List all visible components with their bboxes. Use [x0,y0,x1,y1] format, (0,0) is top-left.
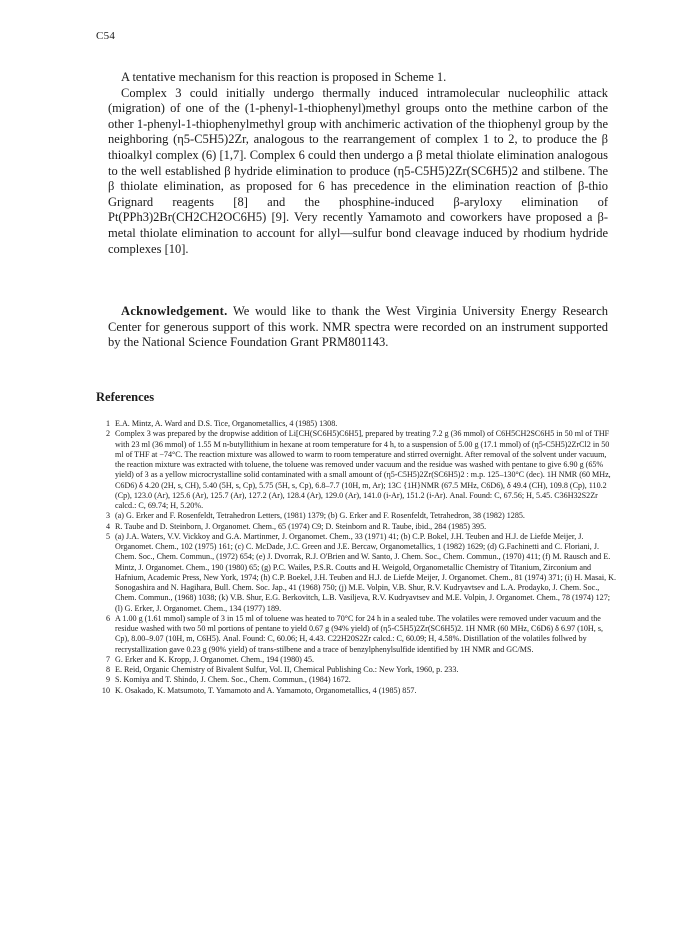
reference-number: 8 [105,665,110,674]
reference-number: 1 [105,419,110,428]
reference-text: S. Komiya and T. Shindo, J. Chem. Soc., Chem. Commun., (1984) 1672. [115,675,351,685]
reference-number: 10 [101,685,110,695]
body-paragraph: Complex 3 could initially undergo thermally induced intramolecular nucleophilic attack (migration) of one of the (1-phenyl-1-thiophenyl)methyl groups onto the methine carbon of the other 1-phenyl-1-thiophenylmethyl group with anchimeric activation of the thiophenyl group by the neighboring (η5-C5H5)2Zr, analogous to the rearrangement of complex 1 to 2, to produce the β thioalkyl complex (6) [1,7]. Complex 6 could then undergo a β metal thiolate elimination analogous to the well established β hydride elimination to produce (η5-C5H5)2Zr(SC6H5)2 and stilbene. The β thiolate elimination, as proposed for 6 has precedence in the elimination reaction of β-thio Grignard reagents [8] and the phosphine-induced β-aryloxy elimination of Pt(PPh3)2Br(CH2CH2OC6H5) [9]. Very recently Yamamoto and coworkers have proposed a β-metal thiolate elimination to account for allyl—sulfur bond cleavage induced by rhodium hydride complexes [10]. [108,85,608,256]
reference-item [96,429,616,511]
reference-list [96,419,616,696]
reference-text: K. Osakado, K. Matsumoto, T. Yamamoto and A. Yamamoto, Organometallics, 4 (1985) 857. [115,685,417,695]
reference-item [96,686,616,696]
reference-item [96,511,616,521]
body-paragraph: A tentative mechanism for this reaction is proposed in Scheme 1. [121,70,447,84]
reference-number: 5 [105,531,110,541]
reference-number: 3 [105,511,110,521]
discussion-section [108,70,608,257]
reference-number: 2 [105,429,110,439]
reference-item [96,614,616,655]
acknowledgement-text: We would like to thank the West Virginia University Energy Research Center for generous support of this work. NMR spectra were recorded on an instrument supported by the National Science Foundation Grant PRM801143. [108,304,608,350]
reference-item [96,665,616,675]
reference-number: 7 [105,654,110,664]
page-number: C54 [96,30,116,42]
reference-text: Complex 3 was prepared by the dropwise addition of Li[CH(SC6H5)C6H5], prepared by treating 7.2 g (36 mmol) of C6H5CH2SC6H5 in 50 ml of THF with 23 ml (36 mmol) of 1.55 M n-butyllithium in hexane at room temperature for 4 h, to a suspension of 5.00 g (17.1 mmol) of (η5-C5H5)2ZrCl2 in 50 ml of THF at −74°C. The reaction mixture was allowed to warm to room temperature and stirred overnight. After removal of the solvent under vacuum, the reaction mixture was extracted with toluene, the toluene was removed under vacuum and the residue was washed with pentane to give 6.90 g (65% yield) of 3 as a yellow microcrystalline solid contaminated with a small amount of (η5-C5H5)2Zr(SC6H5)2 : m.p. 125–130°C (dec). 1H NMR (60 MHz, C6D6) δ 4.20 (2H, s, CH), 5.40 (5H, s, Cp), 5.75 (5H, s, Cp), 6.8–7.7 (10H, m, Ar); 13C {1H}NMR (67.5 MHz, C6D6), δ 49.4 (CH), 109.8 (Cp), 110.2 (Cp), 123.0 (Ar), 125.6 (Ar), 125.7 (Ar), 127.2 (Ar), 128.4 (Ar), 129.0 (Ar), 141.0 (i-Ar), 151.2 (i-Ar). Anal. Found: C, 67.56; H, 5.45. C36H32S2Zr calcd.: C, 69.74; H, 5.20%. [115,429,611,510]
reference-item [96,522,616,532]
reference-text: E.A. Mintz, A. Ward and D.S. Tice, Organometallics, 4 (1985) 1308. [115,419,338,428]
reference-text: (a) J.A. Waters, V.V. Vickkoy and G.A. Martinmer, J. Organomet. Chem., 33 (1971) 41; (b) C.P. Bokel, J.H. Teuben and H.J. de Liefde Meijer, J. Organomet. Chem., 102 (1975) 161; (c) C. McDade, J.C. Green and J.E. Bercaw, Organometallics, 1 (1982) 1629; (d) G.Fachinetti and C. Floriani, J. Chem. Soc., Chem. Commun., (1972) 654; (e) J. Dvorrak, R.J. O'Brien and W. Santo, J. Chem. Soc., Chem. Commun., (1970) 411; (f) M. Rausch and E. Mintz, J. Organomet. Chem., 190 (1980) 65; (g) P.C. Wailes, P.S.R. Coutts and H. Weigold, Organometallic Chemistry of Titanium, Zirconium and Hafnium, Academic Press, New York, 1974; (h) C.P. Boekel, J.H. Teuben and H.J. de Liefde Meijer, J. Organomet. Chem., 81 (1974) 371; (i) H. Masai, K. Sonogashira and N. Hagihara, Bull. Chem. Soc. Jap., 41 (1968) 750; (j) M.E. Volpin, V.B. Shur, R.V. Kudryavtsev and L.A. Prodayko, J. Chem. Soc., Chem. Commun., (1968) 1038; (k) V.B. Shur, E.G. Berkovitch, L.B. Vasiljeva, R.V. Kudryavtsev and M.E. Volpin, J. Organomet. Chem., 78 (1974) 127; (l) G. Erker, J. Organomet. Chem., 134 (1977) 189. [115,531,616,613]
acknowledgement-paragraph [108,304,608,351]
reference-text: R. Taube and D. Steinborn, J. Organomet. Chem., 65 (1974) C9; D. Steinborn and R. Taube, ibid., 284 (1985) 395. [115,521,487,531]
reference-text: (a) G. Erker and F. Rosenfeldt, Tetrahedron Letters, (1981) 1379; (b) G. Erker and F. Rosenfeldt, Tetrahedron, 38 (1982) 1285. [115,511,525,521]
reference-number: 4 [105,521,110,531]
references-heading: References [96,390,155,404]
reference-number: 9 [105,675,110,685]
reference-item [96,532,616,614]
acknowledgement-section [108,304,608,351]
reference-text: E. Reid, Organic Chemistry of Bivalent Sulfur, Vol. II, Chemical Publishing Co.: New York, 1960, p. 233. [115,665,459,674]
reference-item [96,655,616,665]
reference-number: 6 [105,613,110,623]
acknowledgement-label: Acknowledgement. [121,304,228,318]
reference-text: G. Erker and K. Kropp, J. Organomet. Chem., 194 (1980) 45. [115,654,315,664]
reference-item [96,419,616,429]
reference-item [96,675,616,685]
reference-text: A 1.00 g (1.61 mmol) sample of 3 in 15 ml of toluene was heated to 70°C for 24 h in a sealed tube. The volatiles were removed under vacuum and the residue washed with two 50 ml portions of pentane to yield 0.67 g (94% yield) of (η5-C5H5)2Zr(SC6H5)2. 1H NMR (60 MHz, C6D6) δ 6.97 (10H, s, Cp), 8.00–9.07 (10H, m, C6H5). Anal. Found: C, 60.06; H, 4.43. C22H20S2Zr calcd.: C, 60.09; H, 4.58%. Distillation of the volatiles follwed by recrystallization gave 0.23 g (90% yield) of trans-stilbene and a trace of benzylphenylsulfide identified by 1H NMR and GC/MS. [115,613,603,654]
